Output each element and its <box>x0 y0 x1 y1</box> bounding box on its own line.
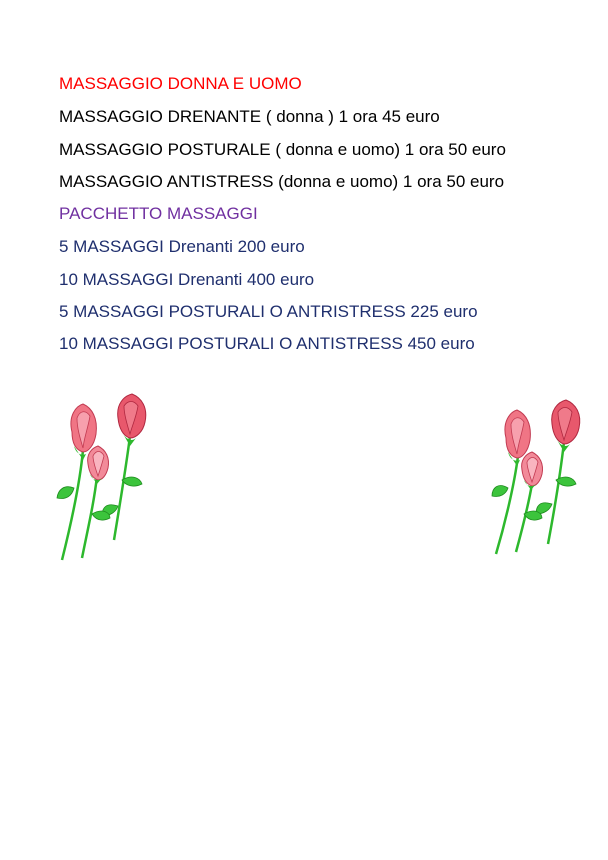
package-line-10-posturali: 10 MASSAGGI POSTURALI O ANTISTRESS 450 euro <box>59 334 475 353</box>
package-line-5-drenanti: 5 MASSAGGI Drenanti 200 euro <box>59 237 305 256</box>
package-line-5-posturali: 5 MASSAGGI POSTURALI O ANTRISTRESS 225 euro <box>59 302 478 321</box>
price-line-drenante: MASSAGGIO DRENANTE ( donna ) 1 ora 45 euro <box>59 107 440 126</box>
rose-bouquet-icon <box>50 388 160 563</box>
package-line-10-drenanti: 10 MASSAGGI Drenanti 400 euro <box>59 270 315 289</box>
section-heading-pacchetto: PACCHETTO MASSAGGI <box>59 204 258 223</box>
price-line-posturale: MASSAGGIO POSTURALE ( donna e uomo) 1 ora 50 euro <box>59 140 506 159</box>
price-line-antistress: MASSAGGIO ANTISTRESS (donna e uomo) 1 ora 50 euro <box>59 172 505 191</box>
section-heading-massaggio: MASSAGGIO DONNA E UOMO <box>59 74 302 93</box>
rose-bouquet-icon <box>488 392 588 562</box>
